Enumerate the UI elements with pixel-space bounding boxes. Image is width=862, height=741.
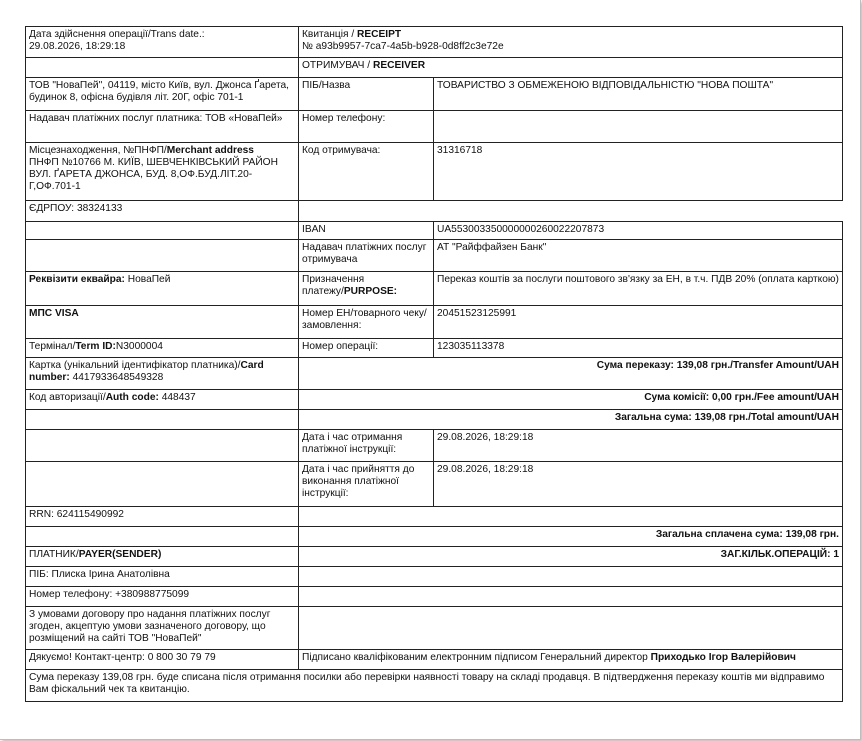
row-edrpou [26,201,843,222]
row-receiver-header [26,58,843,78]
row-rrn [26,507,843,527]
row-trans-date [26,27,843,58]
signature: Підписано кваліфікованим електронним підписом Генеральний директор Приходько Ігор Валерійович [299,650,843,670]
empty-cell [26,430,299,462]
payer-name: ПІБ: Плиска Ірина Анатолівна [26,567,299,587]
row-instruction-accepted [26,462,843,507]
operation-label: Номер операції: [299,339,434,358]
row-payer-header [26,547,843,567]
instruction-received-label: Дата і час отримання платіжної інструкції: [299,430,434,462]
payer-provider: Надавач платіжних послуг платника: ТОВ «НоваПей» [26,111,299,143]
company-address: ТОВ "НоваПей", 04119, місто Київ, вул. Джонса Ґарета, будинок 8, офісна будівля літ. 20Г, офіс 701-1 [26,78,299,111]
receipt-table [25,26,843,702]
row-receiver-provider [26,240,843,272]
empty-cell [299,587,843,607]
edrpou: ЄДРПОУ: 38324133 [26,201,299,222]
operations-count: ЗАГ.КІЛЬК.ОПЕРАЦІЙ: 1 [299,547,843,567]
empty-cell [26,222,299,240]
empty-cell [299,607,843,650]
row-purpose [26,272,843,306]
iban-label: IBAN [299,222,434,240]
trans-date-label: Дата здійснення операції/Trans date.: [29,29,205,40]
acquirer: Реквізити еквайра: НоваПей [26,272,299,306]
mps: МПС VISA [26,306,299,339]
instruction-accepted-label: Дата і час прийняття до виконання платіжної інструкції: [299,462,434,507]
receiver-provider-label: Надавач платіжних послуг отримувача [299,240,434,272]
total-amount: Загальна сума: 139,08 грн./Total amount/UAH [299,410,843,430]
trans-date-value: 29.08.2026, 18:29:18 [29,41,126,52]
en-value: 20451523125991 [434,306,843,339]
payer-phone: Номер телефону: +380988775099 [26,587,299,607]
iban-value: UA553003350000000260022207873 [434,222,843,240]
total-paid: Загальна сплачена сума: 139,08 грн. [299,527,843,547]
row-payer-provider [26,111,843,143]
purpose-value: Переказ коштів за послуги поштового зв'язку за ЕН, в т.ч. ПДВ 20% (оплата карткою) [434,272,843,306]
name-label: ПІБ/Назва [299,78,434,111]
row-footer-note [26,670,843,702]
row-terminal [26,339,843,358]
rrn: RRN: 624115490992 [26,507,299,527]
empty-cell [299,507,843,527]
fee-amount: Сума комісії: 0,00 грн./Fee amount/UAH [299,390,843,410]
row-payer-name [26,567,843,587]
transfer-amount: Сума переказу: 139,08 грн./Transfer Amount/UAH [299,358,843,390]
receiver-header: ОТРИМУВАЧ / RECEIVER [299,58,843,78]
receiver-provider-value: АТ "Райффайзен Банк" [434,240,843,272]
empty-cell [26,410,299,430]
row-card [26,358,843,390]
contact-center: Дякуємо! Контакт-центр: 0 800 30 79 79 [26,650,299,670]
row-en [26,306,843,339]
card-number: Картка (унікальний ідентифікатор платника)/Card number: 4417933648549328 [26,358,299,390]
row-company [26,78,843,111]
row-signature [26,650,843,670]
trans-date-cell [26,27,299,58]
receipt-label: Квитанція / [302,29,357,40]
auth-code: Код авторизації/Auth code: 448437 [26,390,299,410]
receipt-label-en: RECEIPT [357,29,402,40]
empty-cell [26,462,299,507]
receiver-code: 31316718 [434,143,843,201]
row-total [26,410,843,430]
empty-cell [26,240,299,272]
footer-note: Сума переказу 139,08 грн. буде списана після отримання посилки або перевірки наявності товару на складі продавця. В підтвердження переказу коштів ми відправимо Вам фіскальний чек та квитанцію. [26,670,843,702]
row-agreement [26,607,843,650]
instruction-received-value: 29.08.2026, 18:29:18 [434,430,843,462]
row-iban [26,222,843,240]
row-payer-phone [26,587,843,607]
receipt-number: № a93b9957-7ca7-4a5b-b928-0d8ff2c3e72e [302,41,504,52]
phone-label: Номер телефону: [299,111,434,143]
purpose-label: Призначення платежу/PURPOSE: [299,272,434,306]
empty-cell [26,527,299,547]
row-location [26,143,843,201]
receipt-cell [299,27,843,58]
receiver-name: ТОВАРИСТВО З ОБМЕЖЕНОЮ ВІДПОВІДАЛЬНІСТЮ "НОВА ПОШТА" [434,78,843,111]
instruction-accepted-value: 29.08.2026, 18:29:18 [434,462,843,507]
row-instruction-received [26,430,843,462]
empty-cell [434,111,843,143]
receiver-code-label: Код отримувача: [299,143,434,201]
row-total-paid [26,527,843,547]
merchant-address: Місцезнаходження, №ПНФП/Merchant address ПНФП №10766 М. КИЇВ, ШЕВЧЕНКІВСЬКИЙ РАЙОН ВУЛ. ҐАРЕТА ДЖОНСА, БУД. 8,ОФ.БУД.ЛІТ.20-Г,ОФ.701-1 [26,143,299,201]
en-label: Номер ЕН/товарного чеку/замовлення: [299,306,434,339]
empty-cell [299,567,843,587]
agreement: З умовами договору про надання платіжних послуг згоден, акцептую умови зазначеного договору, що розміщений на сайті ТОВ "НоваПей" [26,607,299,650]
empty-cell [299,201,843,222]
row-auth [26,390,843,410]
operation-value: 123035113378 [434,339,843,358]
empty-cell [26,58,299,78]
payer-header: ПЛАТНИК/PAYER(SENDER) [26,547,299,567]
terminal: Термінал/Term ID:N3000004 [26,339,299,358]
